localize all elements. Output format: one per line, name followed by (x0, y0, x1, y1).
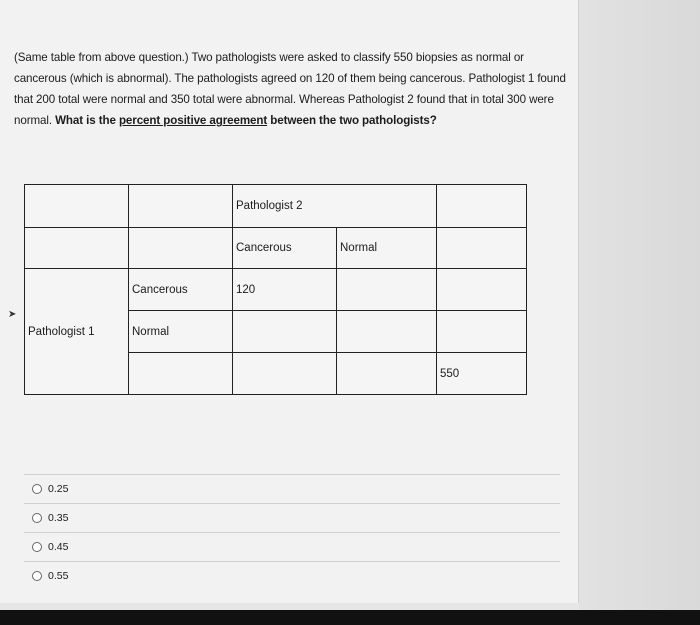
table-cell (233, 353, 337, 395)
table-cell (437, 269, 527, 311)
cell-grand-total: 550 (437, 353, 527, 395)
table-cell (233, 311, 337, 353)
table-cell (129, 185, 233, 228)
answer-option[interactable] (24, 503, 560, 532)
table-cell (437, 185, 527, 228)
bottom-bar (0, 610, 700, 625)
table-cell (337, 311, 437, 353)
answer-option[interactable] (24, 532, 560, 561)
table-cell (437, 228, 527, 269)
cell-cancerous-cancerous: 120 (233, 269, 337, 311)
table-cell (129, 353, 233, 395)
table-cell (437, 311, 527, 353)
header-p2-cancerous: Cancerous (233, 228, 337, 269)
table-row (25, 185, 527, 228)
option-label: 0.45 (48, 541, 69, 553)
answer-options (24, 474, 560, 590)
radio-icon[interactable] (32, 513, 42, 523)
header-pathologist-2: Pathologist 2 (233, 185, 437, 228)
header-p1-normal: Normal (129, 311, 233, 353)
header-p1-cancerous: Cancerous (129, 269, 233, 311)
option-label: 0.35 (48, 512, 69, 524)
table-cell (337, 353, 437, 395)
table-cell (25, 185, 129, 228)
table-row (25, 228, 527, 269)
radio-icon[interactable] (32, 542, 42, 552)
question-part-2: What is the (55, 114, 119, 127)
question-part-1: (Same table from above question.) Two pathologists were asked to classify 550 biopsies as normal or cancerous (which is abnormal). The pathologists agreed on 120 of them being cancerous. Pathologist 1 found that 200 total were normal and 350 total were abnormal. Whereas Pathologist 2 found that in total 300 were normal. (14, 51, 566, 127)
header-p2-normal: Normal (337, 228, 437, 269)
table-cell (25, 228, 129, 269)
arrow-icon: ➤ (8, 309, 17, 320)
header-pathologist-1: Pathologist 1 (25, 269, 129, 395)
option-label: 0.55 (48, 570, 69, 582)
table-cell (337, 269, 437, 311)
answer-option[interactable] (24, 561, 560, 590)
question-text (14, 47, 569, 131)
table-cell (129, 228, 233, 269)
radio-icon[interactable] (32, 571, 42, 581)
right-margin (579, 0, 700, 610)
table-row (25, 269, 527, 311)
option-label: 0.25 (48, 483, 69, 495)
radio-icon[interactable] (32, 484, 42, 494)
contingency-table (24, 184, 527, 395)
question-key-term: percent positive agreement (118, 114, 268, 127)
question-part-4: between the two pathologists? (267, 114, 437, 127)
answer-option[interactable] (24, 474, 560, 503)
